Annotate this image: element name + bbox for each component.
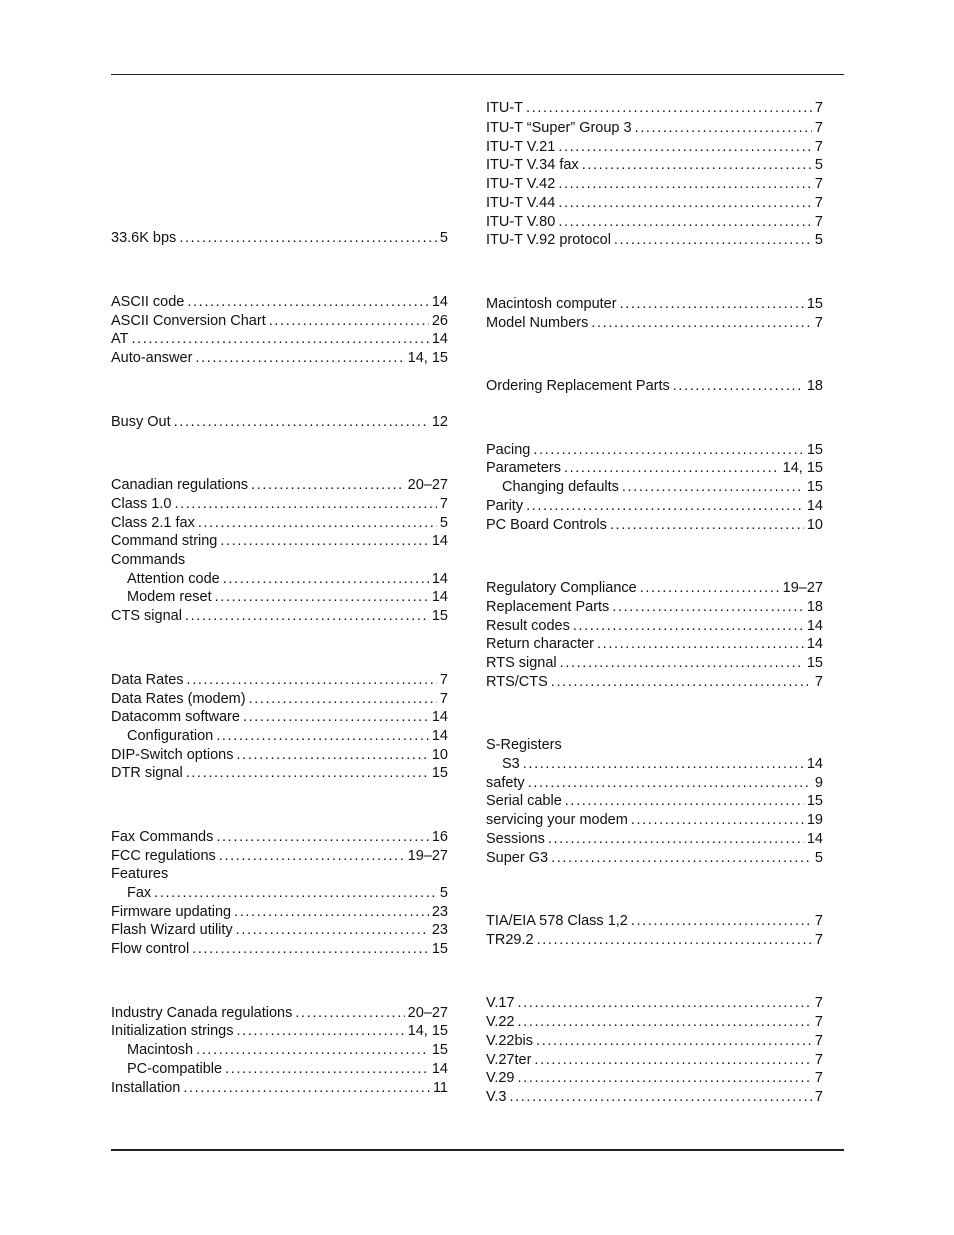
index-page-number: 19–27 — [407, 848, 448, 864]
index-entry — [486, 1069, 823, 1088]
index-page-number: 18 — [806, 599, 823, 615]
index-page-number: 14 — [806, 636, 823, 652]
index-entry — [111, 847, 448, 866]
index-term: Flash Wizard utility — [111, 922, 233, 938]
index-page-number: 5 — [439, 515, 448, 531]
index-page-number: 7 — [814, 1089, 823, 1105]
index-page-number: 10 — [431, 747, 448, 763]
index-entry — [486, 598, 823, 617]
dot-leader — [236, 921, 429, 940]
index-page-number: 15 — [431, 608, 448, 624]
index-entry — [486, 314, 823, 333]
index-term: V.29 — [486, 1070, 515, 1086]
index-entry — [486, 1088, 823, 1107]
index-term: DIP-Switch options — [111, 747, 234, 763]
index-term: Result codes — [486, 618, 570, 634]
index-term: Regulatory Compliance — [486, 580, 637, 596]
index-page-number: 14 — [431, 533, 448, 549]
index-term: Model Numbers — [486, 315, 589, 331]
index-term: CTS signal — [111, 608, 182, 624]
index-term: servicing your modem — [486, 812, 628, 828]
index-term: ITU-T V.21 — [486, 139, 556, 155]
index-term: ITU-T V.92 protocol — [486, 232, 611, 248]
dot-leader — [174, 413, 429, 432]
index-page-number: 7 — [814, 315, 823, 331]
dot-leader — [518, 1069, 812, 1088]
index-term: ITU-T V.42 — [486, 176, 556, 192]
index-page-number: 7 — [814, 1070, 823, 1086]
index-page-number: 7 — [439, 691, 448, 707]
index-term: Macintosh — [127, 1042, 194, 1058]
dot-leader — [612, 598, 804, 617]
index-page-number: 15 — [806, 479, 823, 495]
index-entry — [111, 495, 448, 514]
index-entry — [486, 99, 823, 118]
index-entry — [486, 1032, 823, 1051]
index-page-number: 10 — [806, 517, 823, 533]
index-entry — [486, 579, 823, 598]
index-term: Changing defaults — [502, 479, 619, 495]
index-page-number: 19–27 — [782, 580, 823, 596]
index-entry — [111, 229, 448, 248]
index-page-number: 18 — [806, 378, 823, 394]
dot-leader — [551, 849, 812, 868]
index-entry — [111, 764, 448, 783]
index-entry — [111, 828, 448, 847]
index-page-number: 20–27 — [407, 477, 448, 493]
index-page-number: 7 — [814, 195, 823, 211]
index-page-number: 5 — [814, 157, 823, 173]
dot-leader — [534, 1051, 812, 1070]
index-entry — [111, 349, 448, 368]
dot-leader — [536, 1032, 812, 1051]
index-entry — [111, 921, 448, 940]
dot-leader — [225, 1060, 429, 1079]
dot-leader — [591, 314, 812, 333]
index-entry — [486, 231, 823, 250]
index-entry — [486, 912, 823, 931]
index-term: Modem reset — [127, 589, 212, 605]
index-entry — [486, 774, 823, 793]
dot-leader — [220, 532, 428, 551]
index-subentry — [111, 570, 448, 589]
index-page-number: 15 — [806, 655, 823, 671]
index-entry — [111, 708, 448, 727]
index-term: 33.6K bps — [111, 230, 177, 246]
index-page-number: 14 — [806, 618, 823, 634]
dot-leader — [183, 1079, 430, 1098]
index-page-number: 7 — [814, 913, 823, 929]
dot-leader — [249, 690, 437, 709]
dot-leader — [179, 229, 437, 248]
dot-leader — [564, 459, 780, 478]
index-term: Ordering Replacement Parts — [486, 378, 670, 394]
index-entry — [111, 293, 448, 312]
index-term: DTR signal — [111, 765, 183, 781]
dot-leader — [186, 764, 429, 783]
index-page-number: 14 — [806, 498, 823, 514]
dot-leader — [196, 1041, 429, 1060]
index-page-number: 7 — [814, 674, 823, 690]
index-entry — [486, 138, 823, 157]
dot-leader — [533, 441, 804, 460]
index-page-number: 7 — [814, 120, 823, 136]
index-entry — [111, 551, 448, 570]
index-term: V.27ter — [486, 1052, 532, 1068]
index-term: AT — [111, 331, 129, 347]
index-page-number: 12 — [431, 414, 448, 430]
index-page-number: 7 — [439, 496, 448, 512]
index-term: Command string — [111, 533, 218, 549]
dot-leader — [195, 349, 404, 368]
index-page-number: 15 — [431, 1042, 448, 1058]
index-page-number: 5 — [439, 230, 448, 246]
index-page-number: 5 — [439, 885, 448, 901]
index-term: Attention code — [127, 571, 220, 587]
index-page-number: 15 — [431, 765, 448, 781]
index-entry — [111, 865, 448, 884]
dot-leader — [620, 295, 804, 314]
dot-leader — [560, 654, 804, 673]
index-entry — [486, 830, 823, 849]
index-term: Serial cable — [486, 793, 562, 809]
index-page-number: 19 — [806, 812, 823, 828]
dot-leader — [215, 588, 429, 607]
dot-leader — [509, 1088, 811, 1107]
index-entry — [486, 811, 823, 830]
index-term: FCC regulations — [111, 848, 216, 864]
dot-leader — [243, 708, 429, 727]
index-page-number: 14, 15 — [407, 350, 448, 366]
index-term: safety — [486, 775, 525, 791]
index-term: Parity — [486, 498, 524, 514]
dot-leader — [237, 746, 429, 765]
index-entry — [486, 792, 823, 811]
index-term: Industry Canada regulations — [111, 1005, 293, 1021]
index-entry — [486, 441, 823, 460]
index-term: Macintosh computer — [486, 296, 617, 312]
dot-leader — [673, 377, 804, 396]
index-term: Pacing — [486, 442, 531, 458]
index-term: ASCII code — [111, 294, 185, 310]
dot-leader — [635, 119, 812, 138]
index-term: RTS/CTS — [486, 674, 548, 690]
dot-leader — [295, 1004, 404, 1023]
index-term: Fax — [127, 885, 152, 901]
index-entry — [486, 156, 823, 175]
index-entry — [486, 994, 823, 1013]
index-subentry — [111, 1041, 448, 1060]
index-entry — [111, 1022, 448, 1041]
dot-leader — [269, 312, 429, 331]
index-entry — [486, 213, 823, 232]
index-entry — [111, 903, 448, 922]
index-page-number: 23 — [431, 922, 448, 938]
index-page-number: 15 — [806, 296, 823, 312]
index-entry — [486, 497, 823, 516]
dot-leader — [216, 727, 429, 746]
index-subentry — [111, 884, 448, 903]
index-entry — [111, 312, 448, 331]
index-page-number: 9 — [814, 775, 823, 791]
index-term: Flow control — [111, 941, 190, 957]
index-subentry — [111, 1060, 448, 1079]
index-term: ITU-T V.34 fax — [486, 157, 579, 173]
dot-leader — [558, 213, 812, 232]
dot-leader — [565, 792, 804, 811]
index-term: Fax Commands — [111, 829, 214, 845]
dot-leader — [237, 1022, 405, 1041]
index-page-number: 14 — [806, 831, 823, 847]
dot-leader — [518, 994, 812, 1013]
dot-leader — [185, 607, 429, 626]
index-subentry — [111, 727, 448, 746]
index-page-number: 7 — [814, 932, 823, 948]
index-term: Auto-answer — [111, 350, 193, 366]
dot-leader — [192, 940, 429, 959]
index-entry — [486, 736, 823, 755]
index-term: TR29.2 — [486, 932, 534, 948]
index-term: V.22bis — [486, 1033, 534, 1049]
index-page-number: 7 — [814, 176, 823, 192]
index-page-number: 20–27 — [407, 1005, 448, 1021]
index-entry — [111, 607, 448, 626]
index-term: Return character — [486, 636, 594, 652]
index-term: PC-compatible — [127, 1061, 223, 1077]
index-subentry — [111, 588, 448, 607]
index-page-number: 23 — [431, 904, 448, 920]
index-page-number: 7 — [814, 139, 823, 155]
index-page-number: 14 — [431, 331, 448, 347]
index-entry — [111, 1079, 448, 1098]
index-page-number: 26 — [431, 313, 448, 329]
dot-leader — [518, 1013, 812, 1032]
index-subentry — [486, 478, 823, 497]
dot-leader — [537, 931, 812, 950]
index-term: ITU-T V.44 — [486, 195, 556, 211]
dot-leader — [614, 231, 812, 250]
index-entry — [486, 295, 823, 314]
index-term: Data Rates (modem) — [111, 691, 246, 707]
index-page-number: 15 — [431, 941, 448, 957]
index-page-number: 14 — [431, 294, 448, 310]
index-entry — [486, 516, 823, 535]
index-page-number: 5 — [814, 232, 823, 248]
dot-leader — [573, 617, 804, 636]
index-term: ITU-T — [486, 100, 524, 116]
index-entry — [486, 617, 823, 636]
dot-leader — [622, 478, 804, 497]
index-term: ITU-T V.80 — [486, 214, 556, 230]
index-term: ASCII Conversion Chart — [111, 313, 266, 329]
index-page-number: 14 — [431, 571, 448, 587]
index-term: Super G3 — [486, 850, 549, 866]
index-page-number: 7 — [814, 1033, 823, 1049]
index-entry — [486, 849, 823, 868]
index-page-number: 14, 15 — [782, 460, 823, 476]
dot-leader — [526, 497, 804, 516]
index-term: Busy Out — [111, 414, 171, 430]
index-page-number: 16 — [431, 829, 448, 845]
index-page-number: 14 — [431, 1061, 448, 1077]
dot-leader — [187, 671, 437, 690]
index-term: Commands — [111, 552, 186, 568]
index-entry — [486, 377, 823, 396]
index-entry — [486, 459, 823, 478]
index-page-number: 11 — [432, 1080, 448, 1096]
index-page-number: 5 — [814, 850, 823, 866]
dot-leader — [234, 903, 429, 922]
index-term: Class 1.0 — [111, 496, 172, 512]
dot-leader — [631, 912, 812, 931]
index-term: Firmware updating — [111, 904, 232, 920]
index-entry — [486, 931, 823, 950]
dot-leader — [548, 830, 804, 849]
index-term: Datacomm software — [111, 709, 240, 725]
index-term: Installation — [111, 1080, 181, 1096]
dot-leader — [174, 495, 436, 514]
index-page-number: 7 — [814, 1052, 823, 1068]
index-subentry — [486, 755, 823, 774]
index-term: Sessions — [486, 831, 545, 847]
dot-leader — [154, 884, 437, 903]
index-entry — [111, 940, 448, 959]
index-entry — [486, 175, 823, 194]
index-page-number: 14, 15 — [407, 1023, 448, 1039]
dot-leader — [558, 194, 812, 213]
index-term: Initialization strings — [111, 1023, 234, 1039]
top-rule — [111, 74, 844, 75]
index-page-number: 7 — [814, 995, 823, 1011]
index-entry — [486, 119, 823, 138]
index-term: Configuration — [127, 728, 214, 744]
index-term: S-Registers — [486, 737, 562, 753]
index-entry — [486, 1013, 823, 1032]
index-entry — [111, 671, 448, 690]
index-entry — [111, 690, 448, 709]
index-entry — [111, 413, 448, 432]
dot-leader — [597, 635, 804, 654]
dot-leader — [187, 293, 429, 312]
index-term: Parameters — [486, 460, 561, 476]
index-entry — [111, 514, 448, 533]
dot-leader — [251, 476, 405, 495]
index-page-number: 14 — [431, 589, 448, 605]
index-term: TIA/EIA 578 Class 1,2 — [486, 913, 628, 929]
index-term: V.22 — [486, 1014, 515, 1030]
index-term: Replacement Parts — [486, 599, 610, 615]
index-entry — [111, 746, 448, 765]
index-term: Data Rates — [111, 672, 184, 688]
index-entry — [111, 476, 448, 495]
dot-leader — [640, 579, 780, 598]
dot-leader — [216, 828, 429, 847]
dot-leader — [558, 138, 812, 157]
index-page-number: 7 — [814, 100, 823, 116]
index-entry — [486, 635, 823, 654]
index-page-number: 7 — [439, 672, 448, 688]
dot-leader — [582, 156, 812, 175]
index-term: Features — [111, 866, 169, 882]
dot-leader — [219, 847, 405, 866]
index-term: V.3 — [486, 1089, 507, 1105]
index-page-number: 14 — [806, 756, 823, 772]
index-term: V.17 — [486, 995, 515, 1011]
index-page-number: 14 — [431, 709, 448, 725]
index-term: Canadian regulations — [111, 477, 249, 493]
index-page-number: 14 — [431, 728, 448, 744]
index-term: Class 2.1 fax — [111, 515, 195, 531]
index-entry — [111, 532, 448, 551]
index-entry — [486, 673, 823, 692]
bottom-rule — [111, 1149, 844, 1151]
dot-leader — [558, 175, 812, 194]
dot-leader — [526, 99, 812, 118]
index-page-number: 15 — [806, 793, 823, 809]
dot-leader — [223, 570, 429, 589]
index-entry — [486, 1051, 823, 1070]
dot-leader — [523, 755, 804, 774]
index-entry — [486, 654, 823, 673]
dot-leader — [198, 514, 437, 533]
index-term: ITU-T “Super” Group 3 — [486, 120, 632, 136]
index-entry — [111, 1004, 448, 1023]
index-page-number: 7 — [814, 214, 823, 230]
dot-leader — [528, 774, 812, 793]
index-entry — [111, 330, 448, 349]
index-term: PC Board Controls — [486, 517, 607, 533]
index-term: S3 — [502, 756, 520, 772]
dot-leader — [551, 673, 812, 692]
dot-leader — [610, 516, 804, 535]
dot-leader — [631, 811, 804, 830]
index-page-number: 7 — [814, 1014, 823, 1030]
index-entry — [486, 194, 823, 213]
index-page-number: 15 — [806, 442, 823, 458]
dot-leader — [131, 330, 428, 349]
index-term: RTS signal — [486, 655, 557, 671]
